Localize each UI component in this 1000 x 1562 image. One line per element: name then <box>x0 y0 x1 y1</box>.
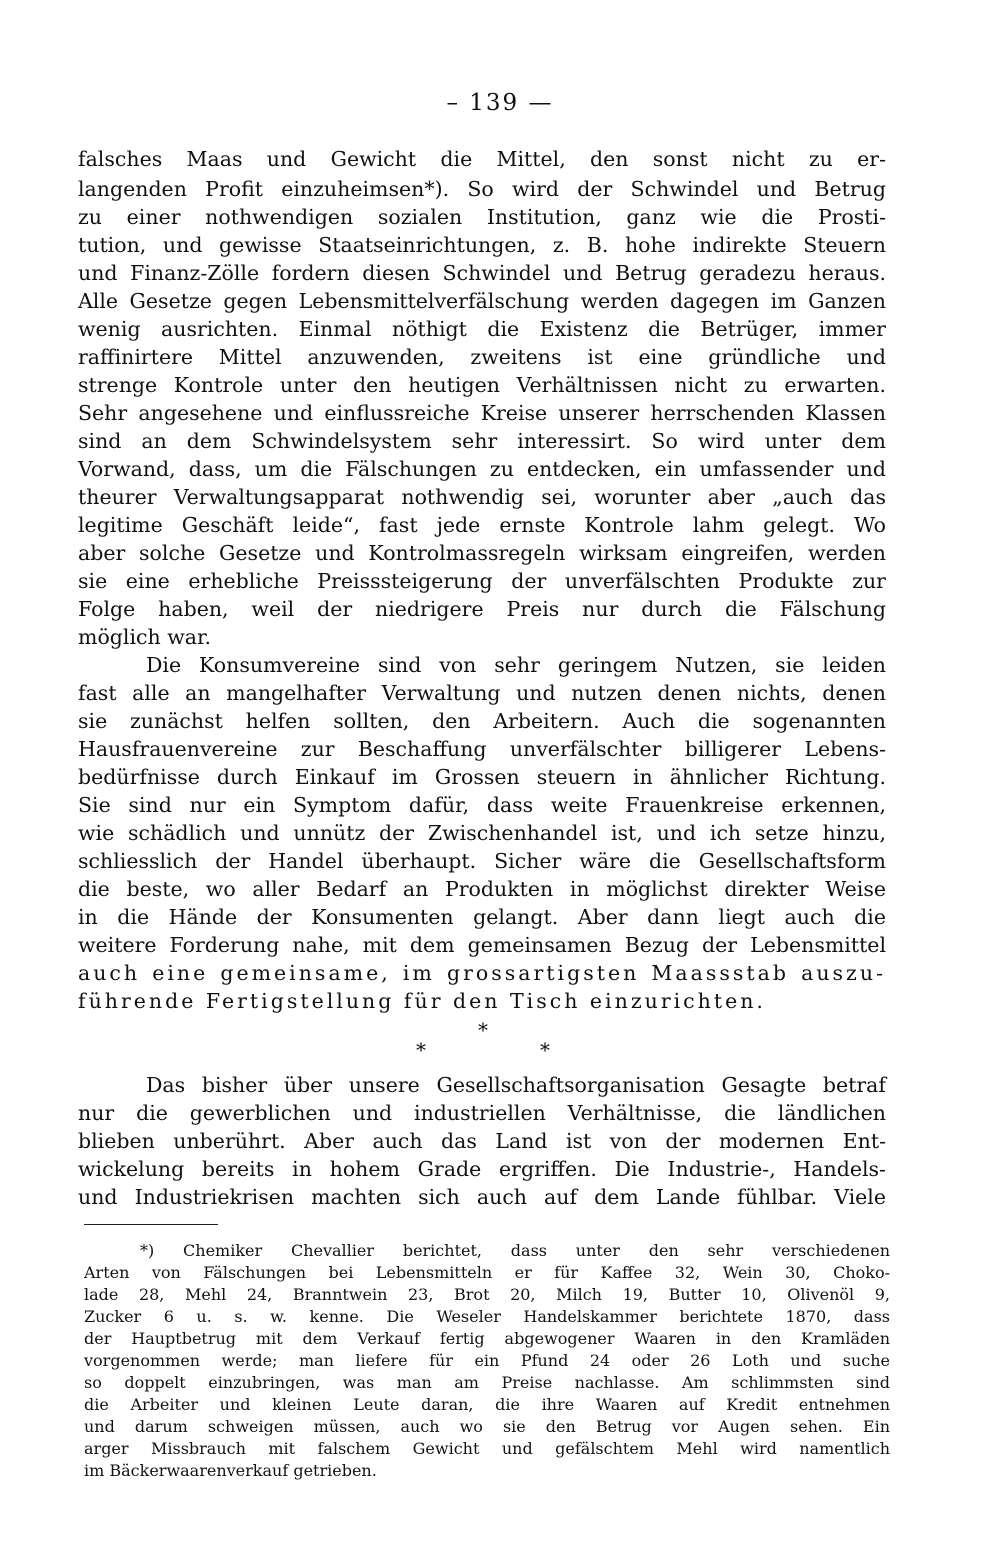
text-line: langenden Profit einzuheimsen*). So wird der Schwindel und Betrug <box>78 177 886 201</box>
footnote-line: Zucker 6 u. s. w. kenne. Die Weseler Handelskammer berichtete 1870, dass <box>84 1307 890 1326</box>
separator-star: * <box>478 1018 488 1042</box>
separator-star: * <box>540 1038 550 1062</box>
text-line: und Finanz-Zölle fordern diesen Schwindel und Betrug geradezu heraus. <box>78 261 886 285</box>
text-line: wenig ausrichten. Einmal nöthigt die Existenz die Betrüger, immer <box>78 317 886 341</box>
text-line: falsches Maas und Gewicht die Mittel, den sonst nicht zu er- <box>78 147 886 171</box>
text-line: und Industriekrisen machten sich auch auf dem Lande fühlbar. Viele <box>78 1185 886 1209</box>
text-line: Sie sind nur ein Symptom dafür, dass weite Frauenkreise erkennen, <box>78 793 886 817</box>
text-line: Das bisher über unsere Gesellschaftsorganisation Gesagte betraf <box>146 1073 886 1097</box>
text-line: auch eine gemeinsame, im grossartigsten Maassstab auszu- <box>78 961 886 985</box>
text-line: möglich war. <box>78 625 212 649</box>
footnote-line: im Bäckerwaarenverkauf getrieben. <box>84 1461 377 1480</box>
footnote-rule <box>84 1224 218 1225</box>
footnote-line: *) Chemiker Chevallier berichtet, dass unter den sehr verschiedenen <box>140 1241 890 1260</box>
text-line: tution, und gewisse Staatseinrichtungen, z. B. hohe indirekte Steuern <box>78 233 886 257</box>
text-line: Die Konsumvereine sind von sehr geringem Nutzen, sie leiden <box>146 653 886 677</box>
text-line: wie schädlich und unnütz der Zwischenhandel ist, und ich setze hinzu, <box>78 821 886 845</box>
text-line: nur die gewerblichen und industriellen Verhältnisse, die ländlichen <box>78 1101 886 1125</box>
text-line: Vorwand, dass, um die Fälschungen zu entdecken, ein umfassender und <box>78 457 886 481</box>
text-line: sie eine erhebliche Preisssteigerung der unverfälschten Produkte zur <box>78 569 886 593</box>
text-line: fast alle an mangelhafter Verwaltung und nutzen denen nichts, denen <box>78 681 886 705</box>
footnote-line: die Arbeiter und kleinen Leute daran, die ihre Waaren auf Kredit entnehmen <box>84 1395 890 1414</box>
separator-star: * <box>416 1038 426 1062</box>
text-line: theurer Verwaltungsapparat nothwendig sei, worunter aber „auch das <box>78 485 886 509</box>
page-number: – 139 — <box>446 90 554 116</box>
text-line: Folge haben, weil der niedrigere Preis nur durch die Fälschung <box>78 597 886 621</box>
text-line: Alle Gesetze gegen Lebensmittelverfälschung werden dagegen im Ganzen <box>78 289 886 313</box>
text-line: raffinirtere Mittel anzuwenden, zweitens ist eine gründliche und <box>78 345 886 369</box>
text-line: zu einer nothwendigen sozialen Institution, ganz wie die Prosti- <box>78 205 886 229</box>
text-line: schliesslich der Handel überhaupt. Sicher wäre die Gesellschaftsform <box>78 849 886 873</box>
text-line: sie zunächst helfen sollten, den Arbeitern. Auch die sogenannten <box>78 709 886 733</box>
footnote-line: der Hauptbetrug mit dem Verkauf fertig abgewogener Waaren in den Kramläden <box>84 1329 890 1348</box>
footnote-line: so doppelt einzubringen, was man am Preise nachlasse. Am schlimmsten sind <box>84 1373 890 1392</box>
text-line: strenge Kontrole unter den heutigen Verhältnissen nicht zu erwarten. <box>78 373 886 397</box>
footnote-line: Arten von Fälschungen bei Lebensmitteln er für Kaffee 32, Wein 30, Choko- <box>84 1263 890 1282</box>
text-line: in die Hände der Konsumenten gelangt. Aber dann liegt auch die <box>78 905 886 929</box>
footnote-line: arger Missbrauch mit falschem Gewicht und gefälschtem Mehl wird namentlich <box>84 1439 890 1458</box>
text-line: legitime Geschäft leide“, fast jede ernste Kontrole lahm gelegt. Wo <box>78 513 886 537</box>
text-line: blieben unberührt. Aber auch das Land ist von der modernen Ent- <box>78 1129 886 1153</box>
text-line: bedürfnisse durch Einkauf im Grossen steuern in ähnlicher Richtung. <box>78 765 886 789</box>
text-line: wickelung bereits in hohem Grade ergriffen. Die Industrie-, Handels- <box>78 1157 886 1181</box>
text-line: sind an dem Schwindelsystem sehr interessirt. So wird unter dem <box>78 429 886 453</box>
text-line: Hausfrauenvereine zur Beschaffung unverfälschter billigerer Lebens- <box>78 737 886 761</box>
footnote-line: lade 28, Mehl 24, Branntwein 23, Brot 20, Milch 19, Butter 10, Olivenöl 9, <box>84 1285 890 1304</box>
footnote-line: vorgenommen werde; man liefere für ein Pfund 24 oder 26 Loth und suche <box>84 1351 890 1370</box>
text-line: die beste, wo aller Bedarf an Produkten in möglichst direkter Weise <box>78 877 886 901</box>
text-line: weitere Forderung nahe, mit dem gemeinsamen Bezug der Lebensmittel <box>78 933 886 957</box>
text-line: aber solche Gesetze und Kontrolmassregeln wirksam eingreifen, werden <box>78 541 886 565</box>
footnote-line: und darum schweigen müssen, auch wo sie den Betrug vor Augen sehen. Ein <box>84 1417 890 1436</box>
text-line: führende Fertigstellung für den Tisch einzurichten. <box>78 989 766 1013</box>
text-line: Sehr angesehene und einflussreiche Kreise unserer herrschenden Klassen <box>78 401 886 425</box>
